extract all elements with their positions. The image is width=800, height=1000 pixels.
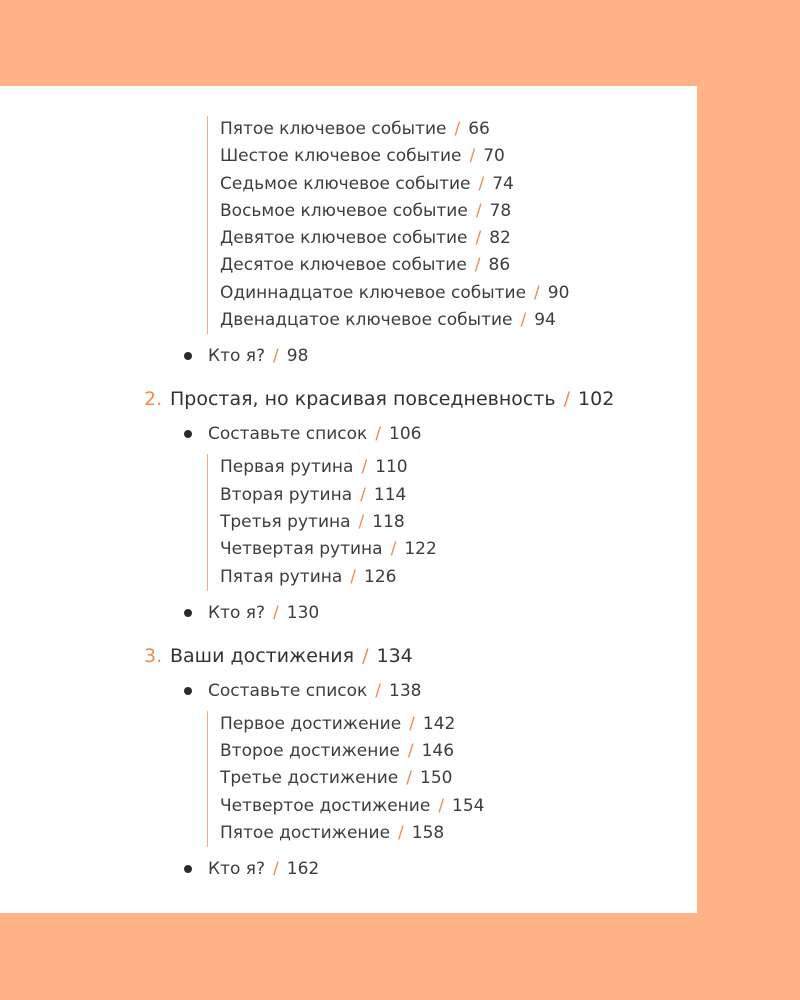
entry-page: 106 (389, 424, 422, 445)
entry-page: 162 (286, 859, 320, 880)
entry-page: 118 (372, 511, 405, 532)
entry-page: 146 (421, 741, 455, 762)
chapter-title: Ваши достижения (170, 644, 355, 667)
toc-bullet-entry (208, 856, 697, 882)
separator: / (407, 741, 414, 762)
toc-entry (220, 454, 697, 481)
chapter-heading (144, 642, 697, 670)
toc-entry (220, 171, 697, 198)
separator: / (563, 388, 571, 411)
entry-label: Четвертое достижение (220, 795, 431, 816)
separator: / (398, 823, 404, 844)
separator: / (360, 484, 366, 505)
entry-label: Кто я? (208, 346, 266, 367)
separator: / (273, 859, 279, 880)
entry-page: 82 (489, 228, 511, 249)
separator: / (478, 173, 485, 194)
entry-label: Третье достижение (220, 768, 399, 789)
entry-label: Третья рутина (220, 511, 351, 532)
sub-list (207, 711, 697, 847)
chapter-page: 102 (578, 388, 615, 411)
entry-page: 158 (411, 823, 445, 844)
entry-label: Седьмое ключевое событие (220, 173, 471, 194)
separator: / (475, 228, 482, 249)
entry-label: Восьмое ключевое событие (220, 200, 468, 221)
chapter-number: 3. (144, 644, 163, 667)
separator: / (406, 768, 413, 789)
entry-page: 90 (547, 282, 570, 303)
toc-entry (220, 252, 697, 279)
sub-list (207, 454, 697, 590)
toc-entry (220, 711, 697, 738)
entry-page: 94 (534, 310, 556, 331)
toc-entry (220, 536, 697, 563)
toc-entry (220, 564, 697, 591)
entry-label: Десятое ключевое событие (220, 255, 467, 276)
entry-label: Одиннадцатое ключевое событие (220, 282, 527, 303)
toc-page (0, 86, 697, 913)
toc-bullet-entry (208, 343, 697, 369)
separator: / (350, 566, 357, 587)
entry-page: 110 (375, 457, 408, 478)
separator: / (358, 511, 365, 532)
separator: / (469, 146, 476, 167)
toc-bullet-entry (208, 678, 697, 704)
separator: / (390, 539, 397, 560)
entry-page: 114 (373, 484, 407, 505)
chapter-heading (144, 385, 697, 413)
entry-label: Первая рутина (220, 457, 354, 478)
entry-page: 138 (389, 680, 422, 701)
entry-label: Пятое ключевое событие (220, 119, 447, 139)
entry-label: Двенадцатое ключевое событие (220, 310, 513, 331)
entry-label: Пятая рутина (220, 566, 343, 587)
entry-page: 122 (404, 539, 437, 560)
toc-entry (220, 143, 697, 170)
entry-label: Вторая рутина (220, 484, 353, 505)
entry-page: 86 (488, 255, 511, 276)
separator: / (375, 680, 382, 701)
entry-page: 130 (286, 602, 320, 623)
entry-label: Составьте список (208, 680, 368, 701)
separator: / (520, 310, 527, 331)
entry-page: 98 (286, 346, 309, 367)
separator: / (273, 602, 279, 623)
entry-label: Второе достижение (220, 741, 400, 762)
entry-label: Шестое ключевое событие (220, 146, 462, 167)
separator: / (454, 119, 461, 139)
bullet-icon (184, 865, 192, 873)
entry-page: 74 (492, 173, 514, 194)
entry-label: Пятое достижение (220, 823, 391, 844)
toc-entry (220, 280, 697, 307)
toc-entry (220, 225, 697, 252)
separator: / (475, 200, 482, 221)
sub-list (207, 116, 697, 334)
chapter-title: Простая, но красивая повседневность (170, 388, 556, 411)
entry-page: 126 (364, 566, 397, 587)
toc-entry (220, 738, 697, 765)
toc-entry (220, 198, 697, 225)
separator: / (361, 457, 368, 478)
separator: / (438, 795, 445, 816)
separator: / (375, 424, 382, 445)
toc-entry (220, 793, 697, 820)
entry-label: Составьте список (208, 424, 368, 445)
bullet-icon (184, 352, 192, 360)
bullet-icon (184, 430, 192, 438)
bullet-icon (184, 609, 192, 617)
chapter-number: 2. (144, 388, 163, 411)
separator: / (362, 644, 369, 667)
entry-page: 70 (483, 146, 505, 167)
toc-entry (220, 482, 697, 509)
entry-label: Четвертая рутина (220, 539, 383, 560)
entry-label: Девятое ключевое событие (220, 228, 468, 249)
toc-entry (220, 307, 697, 334)
entry-label: Кто я? (208, 602, 266, 623)
entry-page: 66 (468, 119, 490, 139)
toc-entry (220, 765, 697, 792)
separator: / (273, 346, 279, 367)
entry-page: 78 (489, 200, 512, 221)
entry-label: Кто я? (208, 859, 266, 880)
separator: / (409, 713, 415, 734)
bullet-icon (184, 687, 192, 695)
entry-page: 142 (422, 713, 456, 734)
toc-bullet-entry (208, 421, 697, 447)
toc-entry (220, 820, 697, 847)
entry-page: 154 (452, 795, 485, 816)
chapter-page: 134 (376, 644, 413, 667)
entry-page: 150 (420, 768, 453, 789)
toc-entry (220, 509, 697, 536)
toc-entry (220, 116, 697, 143)
entry-label: Первое достижение (220, 713, 402, 734)
separator: / (534, 282, 540, 303)
toc-bullet-entry (208, 600, 697, 626)
separator: / (474, 255, 481, 276)
